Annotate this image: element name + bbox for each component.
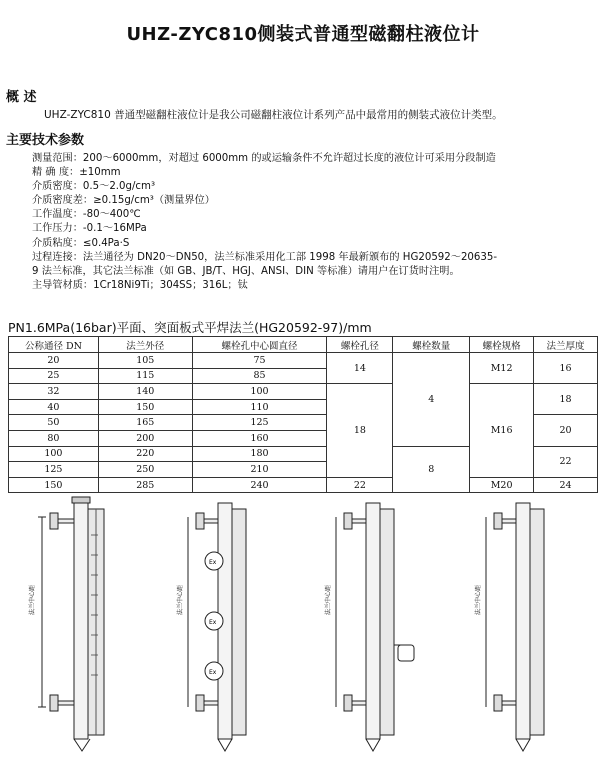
cell-bolt-circle: 125 <box>192 415 327 431</box>
cell-outer-dia: 220 <box>98 446 192 462</box>
spec-accuracy: 精 确 度：±10mm <box>32 167 121 179</box>
cell-dn: 32 <box>9 384 99 400</box>
ex-label: Ex <box>209 669 217 676</box>
cell-dn: 25 <box>9 368 99 384</box>
cell-dn: 20 <box>9 353 99 369</box>
overview-text: UHZ-ZYC810 普通型磁翻柱液位计是我公司磁翻柱液位计系列产品中最常用的侧装式液位计类型。 <box>44 109 503 121</box>
cell-outer-dia: 105 <box>98 353 192 369</box>
cell-bolt-spec: M12 <box>470 353 534 384</box>
cell-bolt-spec: M20 <box>470 477 534 493</box>
spec-density-diff: 介质密度差：≥0.15g/cm³（测量界位） <box>32 195 215 207</box>
cell-bolt-circle: 210 <box>192 462 327 478</box>
cell-bolt-spec: M16 <box>470 384 534 478</box>
spec-connection-cont: 9 法兰标准，其它法兰标准（如 GB、JB/T、HGJ、ANSI、DIN 等标准）请用户在订货时注明。 <box>32 265 460 277</box>
gauge-figure-1 <box>28 495 128 757</box>
cell-bolt-circle: 240 <box>192 477 327 493</box>
cell-bolt-hole: 22 <box>327 477 393 493</box>
spec-range: 测量范围：200～6000mm，对超过 6000mm 的或运输条件不允许超过长度的液位计可采用分段制造 <box>32 153 496 164</box>
cell-dn: 80 <box>9 430 99 446</box>
cell-bolt-hole: 14 <box>327 353 393 384</box>
cell-thickness: 20 <box>534 415 598 446</box>
spec-temperature: 工作温度：-80～400℃ <box>32 209 141 221</box>
dim-label: 法兰中心距 <box>325 584 332 615</box>
spec-connection: 过程连接：法兰通径为 DN20～DN50，法兰标准采用化工部 1998 年最新颁布的 HG20592～20635- <box>32 251 498 263</box>
cell-bolt-circle: 100 <box>192 384 327 400</box>
spec-pressure: 工作压力：-0.1～16MPa <box>32 223 147 235</box>
page-title: UHZ-ZYC810侧装式普通型磁翻柱液位计 <box>126 24 480 45</box>
cell-dn: 50 <box>9 415 99 431</box>
table-title: PN1.6MPa(16bar)平面、突面板式平焊法兰(HG20592-97)/mm <box>8 320 372 335</box>
ex-label: Ex <box>209 619 217 626</box>
cell-outer-dia: 250 <box>98 462 192 478</box>
spec-density: 介质密度：0.5～2.0g/cm³ <box>32 181 156 193</box>
overview-heading: 概 述 <box>6 90 37 105</box>
cell-outer-dia: 140 <box>98 384 192 400</box>
gauge-figure-3 <box>325 495 428 757</box>
col-header-bolt-circle: 螺栓孔中心圆直径 <box>192 337 327 353</box>
spec-viscosity: 介质粘度：≤0.4Pa·S <box>32 237 130 249</box>
cell-outer-dia: 150 <box>98 399 192 415</box>
cell-bolt-circle: 110 <box>192 399 327 415</box>
cell-outer-dia: 200 <box>98 430 192 446</box>
cell-outer-dia: 115 <box>98 368 192 384</box>
cell-bolt-count: 8 <box>393 446 470 493</box>
table-row <box>9 477 598 493</box>
col-header-bolt-spec: 螺栓规格 <box>470 337 534 353</box>
dim-label: 法兰中心距 <box>177 584 184 615</box>
cell-dn: 40 <box>9 399 99 415</box>
product-figures <box>0 495 606 757</box>
specs-list <box>32 152 497 293</box>
cell-bolt-circle: 160 <box>192 430 327 446</box>
cell-bolt-count: 4 <box>393 353 470 447</box>
cell-dn: 100 <box>9 446 99 462</box>
col-header-outer-dia: 法兰外径 <box>98 337 192 353</box>
cell-thickness: 24 <box>534 477 598 493</box>
dim-label: 法兰中心距 <box>29 584 36 615</box>
cell-outer-dia: 165 <box>98 415 192 431</box>
col-header-dn: 公称通径 DN <box>9 337 99 353</box>
col-header-thickness: 法兰厚度 <box>534 337 598 353</box>
cell-outer-dia: 285 <box>98 477 192 493</box>
cell-thickness: 16 <box>534 353 598 384</box>
cell-bolt-circle: 75 <box>192 353 327 369</box>
col-header-bolt-count: 螺栓数量 <box>393 337 470 353</box>
cell-thickness: 22 <box>534 446 598 477</box>
ex-label: Ex <box>209 559 217 566</box>
specs-heading: 主要技术参数 <box>6 133 85 148</box>
cell-dn: 150 <box>9 477 99 493</box>
cell-thickness: 18 <box>534 384 598 415</box>
spec-material: 主导管材质：1Cr18Ni9Ti；304SS；316L；钛 <box>32 279 248 291</box>
cell-bolt-circle: 85 <box>192 368 327 384</box>
gauge-figure-2 <box>178 495 278 757</box>
table-header-row <box>9 337 598 353</box>
cell-bolt-circle: 180 <box>192 446 327 462</box>
flange-table <box>8 336 598 493</box>
cell-bolt-hole: 18 <box>327 384 393 478</box>
dim-label: 法兰中心距 <box>475 584 482 615</box>
table-row <box>9 384 598 400</box>
gauge-figure-4 <box>475 495 578 757</box>
col-header-bolt-hole: 螺栓孔径 <box>327 337 393 353</box>
cell-dn: 125 <box>9 462 99 478</box>
table-row <box>9 353 598 369</box>
